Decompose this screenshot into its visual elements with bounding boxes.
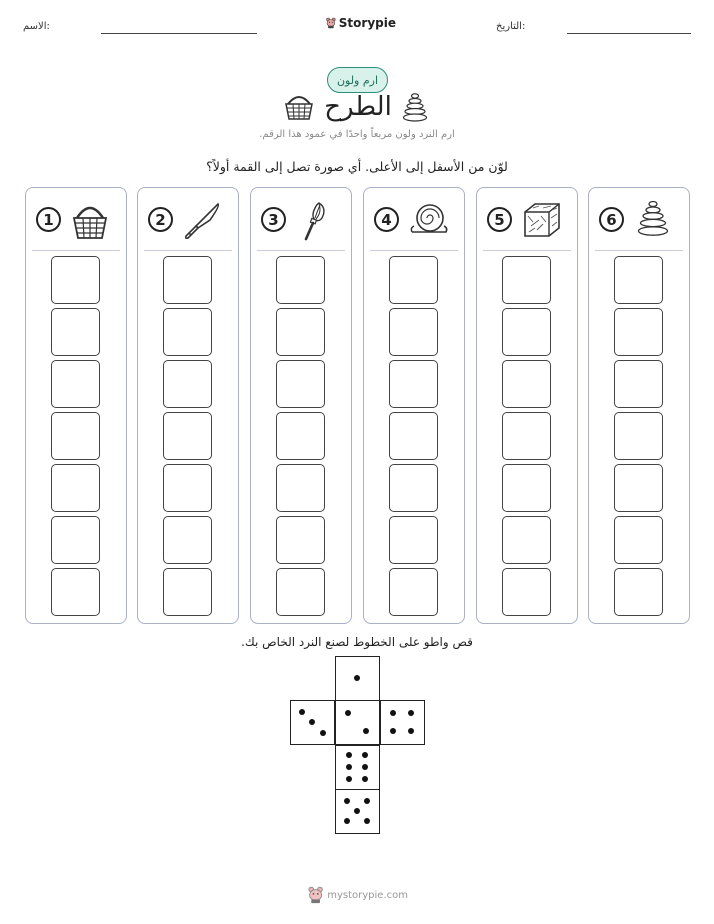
column-divider [483, 250, 571, 251]
dice-pip [344, 818, 350, 824]
color-square[interactable] [614, 464, 663, 512]
color-square[interactable] [614, 256, 663, 304]
color-square[interactable] [614, 308, 663, 356]
color-square[interactable] [51, 568, 100, 616]
color-square[interactable] [163, 256, 212, 304]
storypie-mascot-icon [326, 15, 336, 31]
color-square[interactable] [276, 360, 325, 408]
color-square[interactable] [502, 308, 551, 356]
color-square[interactable] [51, 308, 100, 356]
snail-shell-icon [406, 198, 450, 242]
column-divider [32, 250, 120, 251]
color-square[interactable] [163, 516, 212, 564]
color-square[interactable] [276, 256, 325, 304]
brand-logo [326, 13, 396, 33]
color-square[interactable] [163, 412, 212, 460]
dice-face-2 [335, 700, 380, 745]
color-square[interactable] [502, 412, 551, 460]
column-3 [250, 187, 352, 624]
color-square[interactable] [614, 412, 663, 460]
dice-face-6 [335, 745, 380, 790]
color-square[interactable] [163, 568, 212, 616]
color-square[interactable] [389, 464, 438, 512]
subtitle: ارم النرد ولون مربعاً واحدًا في عمود هذا الرقم. [259, 129, 455, 140]
dice-pip [390, 710, 396, 716]
name-label: الاسم: [23, 21, 50, 32]
dice-face-3 [290, 700, 335, 745]
color-square[interactable] [51, 464, 100, 512]
dice-pip [346, 764, 352, 770]
column-4 [363, 187, 465, 624]
dice-pip [299, 709, 305, 715]
color-square[interactable] [51, 256, 100, 304]
footer-url: mystorypie.com [327, 889, 408, 901]
color-square[interactable] [502, 516, 551, 564]
dice-pip [364, 798, 370, 804]
storypie-mascot-icon [308, 886, 323, 904]
color-square[interactable] [389, 516, 438, 564]
color-square[interactable] [614, 360, 663, 408]
column-2 [137, 187, 239, 624]
page-title: الطرح [324, 92, 392, 122]
date-label: التاريخ: [496, 21, 526, 32]
basket-icon [68, 198, 112, 242]
date-line [567, 33, 691, 34]
dice-pip [346, 776, 352, 782]
basket-icon [283, 92, 315, 122]
color-square[interactable] [51, 412, 100, 460]
dice-instruction: قص واطو على الخطوط لصنع النرد الخاص بك. [241, 635, 473, 649]
stacking-rings-icon [631, 198, 675, 242]
dice-pip [363, 728, 369, 734]
color-square[interactable] [276, 516, 325, 564]
color-square[interactable] [163, 308, 212, 356]
column-divider [144, 250, 232, 251]
dice-pip [408, 710, 414, 716]
instruction: لوّن من الأسفل إلى الأعلى. أي صورة تصل إلى القمة أولاً؟ [206, 159, 508, 174]
column-number: 3 [261, 207, 286, 232]
color-square[interactable] [614, 568, 663, 616]
column-number: 4 [374, 207, 399, 232]
brand-name: Storypie [338, 16, 396, 30]
color-square[interactable] [276, 568, 325, 616]
column-divider [257, 250, 345, 251]
dice-pip [364, 818, 370, 824]
dice-pip [344, 798, 350, 804]
color-square[interactable] [276, 412, 325, 460]
color-square[interactable] [389, 256, 438, 304]
dice-pip [362, 776, 368, 782]
dice-pip [346, 752, 352, 758]
dice-pip [345, 710, 351, 716]
column-number: 6 [599, 207, 624, 232]
color-square[interactable] [389, 360, 438, 408]
hay-bale-icon [519, 198, 563, 242]
dice-pip [390, 728, 396, 734]
color-square[interactable] [276, 308, 325, 356]
knife-icon [180, 198, 224, 242]
color-square[interactable] [163, 464, 212, 512]
color-square[interactable] [502, 464, 551, 512]
dice-pip [408, 728, 414, 734]
column-5 [476, 187, 578, 624]
dice-pip [309, 719, 315, 725]
color-square[interactable] [51, 516, 100, 564]
column-number: 2 [148, 207, 173, 232]
color-square[interactable] [276, 464, 325, 512]
dice-pip [354, 808, 360, 814]
color-square[interactable] [614, 516, 663, 564]
whisk-icon [293, 198, 337, 242]
dice-pip [354, 675, 360, 681]
name-line [101, 33, 257, 34]
column-number: 1 [36, 207, 61, 232]
color-square[interactable] [389, 308, 438, 356]
color-square[interactable] [502, 568, 551, 616]
dice-pip [362, 764, 368, 770]
dice-face-1 [335, 656, 380, 701]
color-square[interactable] [389, 412, 438, 460]
column-divider [595, 250, 683, 251]
dice-pip [362, 752, 368, 758]
column-1 [25, 187, 127, 624]
dice-pip [320, 730, 326, 736]
column-divider [370, 250, 458, 251]
color-square[interactable] [502, 360, 551, 408]
activity-badge: ارم ولون [327, 67, 388, 93]
dice-face-5 [335, 789, 380, 834]
dice-face-4 [380, 700, 425, 745]
stacking-rings-icon [402, 91, 428, 123]
color-square[interactable] [163, 360, 212, 408]
color-square[interactable] [502, 256, 551, 304]
footer [308, 884, 408, 906]
column-6 [588, 187, 690, 624]
column-number: 5 [487, 207, 512, 232]
color-square[interactable] [51, 360, 100, 408]
color-square[interactable] [389, 568, 438, 616]
